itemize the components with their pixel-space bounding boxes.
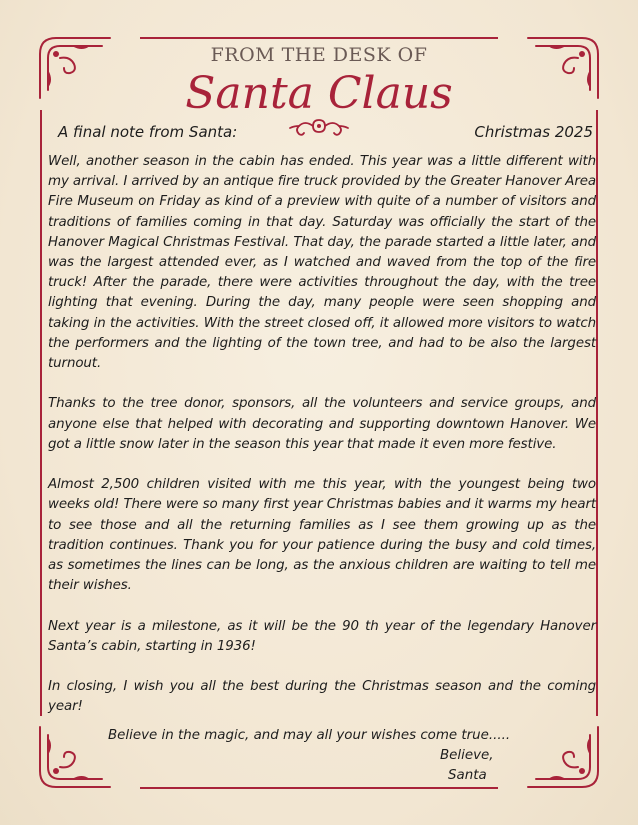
closing-line: Believe in the magic, and may all your wishes come true..... xyxy=(108,728,511,743)
note-intro: A final note from Santa: xyxy=(58,123,238,141)
border-left-line xyxy=(40,110,42,716)
letter-paragraph: In closing, I wish you all the best during the Christmas season and the coming year! xyxy=(48,679,596,715)
letter-body xyxy=(48,152,596,738)
letter-paragraph: Thanks to the tree donor, sponsors, all the volunteers and service groups, and anyone else that helped with decorating and supporting downtown Hanover. We got a little snow later in the season this year that made it even more festive. xyxy=(48,396,596,452)
border-bottom-line xyxy=(140,787,498,789)
signature: Santa xyxy=(448,768,487,783)
letter-paragraph: Almost 2,500 children visited with me this year, with the youngest being two weeks old! There were so many first year Christmas babies and it warms my heart to see those and all the returning families as I see them growing up as the tradition continues. Thank you for your patience during the busy and cold times, as sometimes the lines can be long, as the anxious children are waiting to tell me their wishes. xyxy=(48,477,596,594)
header-santa-name: Santa Claus xyxy=(185,68,453,119)
sign-off: Believe, xyxy=(440,748,494,763)
note-date: Christmas 2025 xyxy=(474,123,593,141)
border-top-line xyxy=(140,37,498,39)
border-right-line xyxy=(596,110,598,716)
header-from-desk: FROM THE DESK OF xyxy=(210,44,428,66)
letter-paragraph: Well, another season in the cabin has ended. This year was a little different with my arrival. I arrived by an antique fire truck provided by the Greater Hanover Area Fire Museum on Friday as kind of a preview with quite of a number of visitors and traditions of families coming in that day. Saturday was officially the start of the Hanover Magical Christmas Festival. That day, the parade started a little later, and was the largest attended ever, as I watched and waved from the top of the fire truck! After the parade, there were activities throughout the day, with the tree lighting that evening. During the day, many people were seen shopping and taking in the activities. With the street closed off, it allowed more visitors to watch the performers and the lighting of the town tree, and had to be also the largest turnout. xyxy=(48,154,596,372)
letter-paragraph: Next year is a milestone, as it will be the 90 th year of the legendary Hanover Santa’s cabin, starting in 1936! xyxy=(48,618,596,654)
center-flourish-icon xyxy=(287,116,351,138)
